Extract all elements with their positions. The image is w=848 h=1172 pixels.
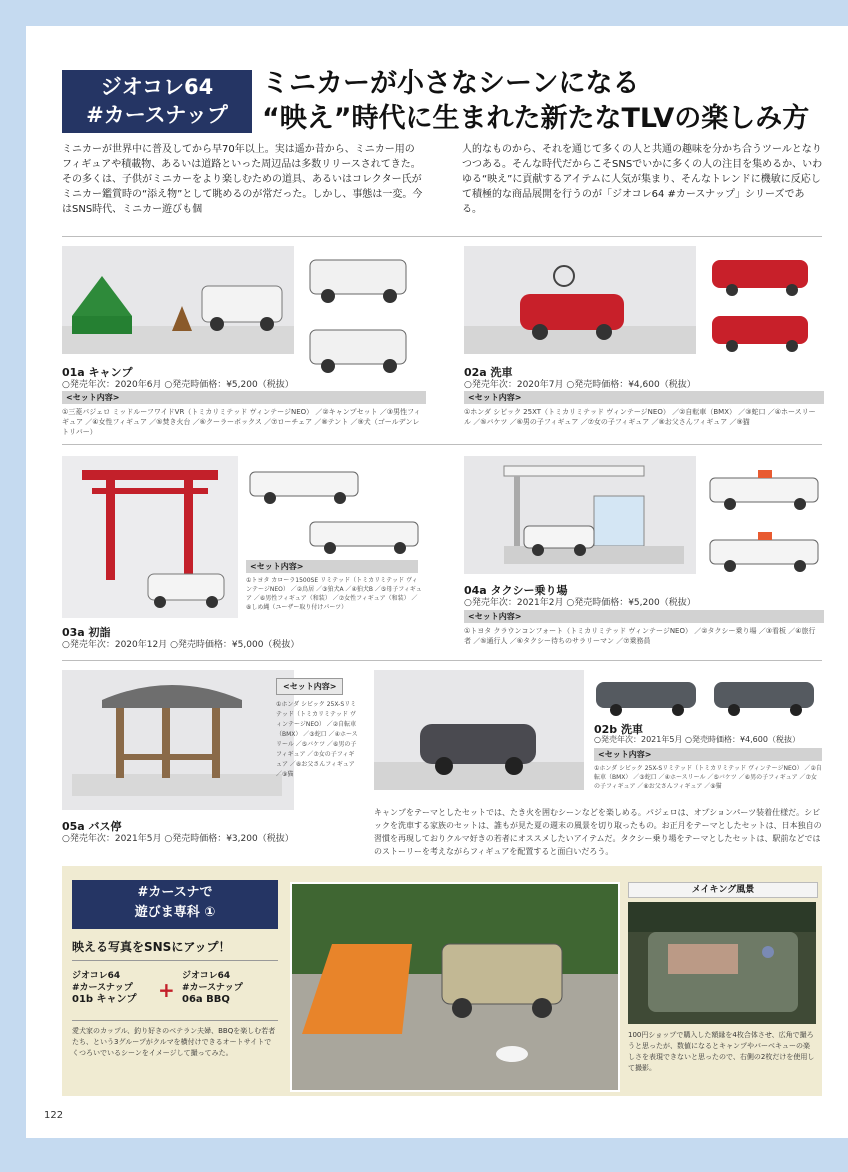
pajero-photo-front <box>302 246 412 306</box>
corolla-photo-front <box>246 458 364 506</box>
product-spec: ○発売年次：2021年5月 ○発売時価格：¥4,600（税抜） <box>594 735 800 744</box>
campsite-photo <box>290 882 620 1092</box>
combo-b <box>182 970 243 1006</box>
civic-gray-photo-rear <box>710 670 822 718</box>
set-label: <セット内容> <box>464 610 824 623</box>
series-tag <box>62 70 252 133</box>
series-tag-line1: ジオコレ64 <box>100 75 214 99</box>
crown-taxi-photo-front <box>706 462 824 514</box>
car-wash-scene-photo <box>464 246 696 354</box>
divider <box>62 660 822 661</box>
product-name: 02a 洗車 <box>464 366 513 379</box>
intro-left: ミニカーが世界中に普及してから早70年以上。実は遥か昔から、ミニカー用のフィギュアや積載物、あるいは道路といった周辺品は多数リリースされてきた。その多くは、子供がミニカーをより楽しむための道具、あるいはコレクター氏がミニカー鑑賞時の“添え物”として眺めるのが常だった。しかし、事態は一変。今はSNS時代、ミニカー遊びも個 <box>62 144 423 215</box>
corolla-photo-rear <box>306 508 424 556</box>
feature-badge <box>72 880 278 929</box>
civic-gray-photo-front <box>592 670 704 718</box>
product-spec: ○発売年次：2021年5月 ○発売時価格：¥3,200（税抜） <box>62 834 294 844</box>
set-items: ①ホンダ シビック 25X-Sリミテッド（トミカリミテッド ヴィンテージNEO） ／②自転車（BMX） ／③蛇口 ／④ホースリール ／⑤バケツ ／⑥男の子フィギュア ／⑦女の子フィギュア ／⑧お父さんフィギュア ／⑨猫 <box>594 765 822 790</box>
taxi-stand-scene-photo <box>464 456 696 574</box>
set-label: <セット内容> <box>594 748 822 761</box>
set-label-box <box>276 674 343 695</box>
product-spec: ○発売年次：2020年6月 ○発売時価格：¥5,200（税抜） <box>62 380 294 390</box>
feature-text: 愛犬家のカップル、釣り好きのベテラン夫婦、BBQを楽しむ若者たち、という3グループがクルマを横付けできるオートサイトでくつろいでいるシーンをイメージして撮ってみた。 <box>72 1027 276 1057</box>
product-name: 01a キャンプ <box>62 366 133 379</box>
set-items: ①ホンダ シビック 25X-Sリミテッド（トミカリミテッド ヴィンテージNEO） ／②自転車（BMX） ／③蛇口 ／④ホースリール ／⑤バケツ ／⑥男の子フィギュア ／⑦女の子フィギュア ／⑧お父さんフィギュア ／⑨猫 <box>276 701 358 778</box>
magazine-page <box>26 26 848 1138</box>
civic-photo-front <box>706 248 816 298</box>
combo-b-line1: ジオコレ64 <box>182 971 231 981</box>
product-name: 03a 初詣 <box>62 626 111 639</box>
product-name: 02b 洗車 <box>594 723 644 736</box>
set-items: ①トヨタ クラウンコンフォート（トミカリミテッド ヴィンテージNEO） ／②タクシー乗り場 ／③看板 ／④旅行者 ／⑤通行人 ／⑥タクシー待ちのサラリーマン ／⑦乗務員 <box>464 627 816 645</box>
product-spec: ○発売年次：2020年12月 ○発売時価格：¥5,000（税抜） <box>62 640 300 650</box>
page-headline <box>262 66 809 136</box>
set-items: ①三菱パジェロ ミッドルーフワイドVR（トミカリミテッド ヴィンテージNEO） ／②キャンプセット ／③男性フィギュア ／④女性フィギュア ／⑤焚き火台 ／⑥クーラーボックス ／⑦ローチェア ／⑧テント ／⑨犬（ゴールデンレトリバー） <box>62 408 421 436</box>
feature-subhead: 映える写真をSNSにアップ！ <box>72 940 231 954</box>
intro-right: 人的なものから、それを通じて多くの人と共通の趣味を分かち合うツールとなりつつある。そんな時代だからこそSNSでいかに多くの人の注目を集めるか、いわゆる“映え”に貢献するアイテムに人気が集まり、そんなトレンドに機敏に反応して積極的な商品展開を行うのが「ジオコレ64 #カースナップ」シリーズである。 <box>462 144 823 215</box>
combo-b-line2: #カースナップ <box>182 983 243 993</box>
civic-photo-rear <box>706 304 816 354</box>
making-title: メイキング風景 <box>628 882 818 898</box>
feature-panel <box>62 866 822 1096</box>
headline-line2: “映え”時代に生まれた新たなTLVの楽しみ方 <box>262 103 810 134</box>
combo-a <box>72 970 137 1006</box>
divider <box>62 444 822 445</box>
making-text: 100円ショップで購入した額縁を4枚合体させ、広角で撮ろうと思ったが、数値になるとキャンプやバーベキューの楽しさを表現できないと思ったので、右側の2枚だけを使用して撮影。 <box>628 1031 815 1072</box>
crown-taxi-photo-rear <box>706 524 824 576</box>
headline-line1: ミニカーが小さなシーンになる <box>262 68 640 99</box>
body-text: キャンプをテーマとしたセットでは、たき火を囲むシーンなどを楽しめる。パジェロは、オプションパーツ装着仕様だ。シビックを洗車する家族のセットは、誰もが見た夏の週末の風景を切り取ったもの。お正月をテーマとしたセットは、日本独自の習慣を再現しておりクルマ好きの若者にオススメしたいアイテムだ。タクシー乗り場をテーマとしたセットは、駅前などではのストーリーを考えながらフィギュアを配置すると面白いだろう。 <box>374 808 822 856</box>
set-label: <セット内容> <box>276 678 343 695</box>
panel-divider <box>72 1020 278 1021</box>
product-spec: ○発売年次：2020年7月 ○発売時価格：¥4,600（税抜） <box>464 380 696 390</box>
making-photo <box>628 902 816 1024</box>
shrine-scene-photo <box>62 456 238 618</box>
panel-divider <box>72 960 278 961</box>
product-spec: ○発売年次：2021年2月 ○発売時価格：¥5,200（税抜） <box>464 598 696 608</box>
combo-a-line3: 01b キャンプ <box>72 994 137 1005</box>
badge-line1: #カースナで <box>137 885 213 900</box>
combo-a-line2: #カースナップ <box>72 983 133 993</box>
divider <box>62 236 822 237</box>
bus-stop-scene-photo <box>62 670 294 810</box>
car-wash-b-scene-photo <box>374 670 584 790</box>
set-label: <セット内容> <box>246 560 418 573</box>
page-number: 122 <box>44 1110 64 1121</box>
set-label: <セット内容> <box>464 391 824 404</box>
product-name: 05a バス停 <box>62 820 122 833</box>
pajero-photo-rear <box>302 316 412 376</box>
product-name: 04a タクシー乗り場 <box>464 584 568 597</box>
badge-line2: 遊びま専科 ① <box>134 905 216 920</box>
plus-sign: + <box>158 978 175 1002</box>
set-items: ①トヨタ カローラ1500SE リミテッド（トミカリミテッド ヴィンテージNEO） ／②鳥居 ／③狛犬A ／④狛犬B ／⑤母子フィギュア ／⑥男性フィギュア（和装） ／⑦女性フィギュア（和装） ／⑧しめ縄（ユーザー取り付けパーツ） <box>246 577 422 611</box>
camp-scene-photo <box>62 246 294 354</box>
combo-b-line3: 06a BBQ <box>182 994 230 1005</box>
set-label: <セット内容> <box>62 391 426 404</box>
combo-a-line1: ジオコレ64 <box>72 971 121 981</box>
set-items: ①ホンダ シビック 25XT（トミカリミテッド ヴィンテージNEO） ／②自転車（BMX） ／③蛇口 ／④ホースリール ／⑤バケツ ／⑥男の子フィギュア ／⑦女の子フィギュア ／⑧お父さんフィギュア ／⑨猫 <box>464 408 816 426</box>
series-tag-line2: #カースナップ <box>86 103 228 127</box>
